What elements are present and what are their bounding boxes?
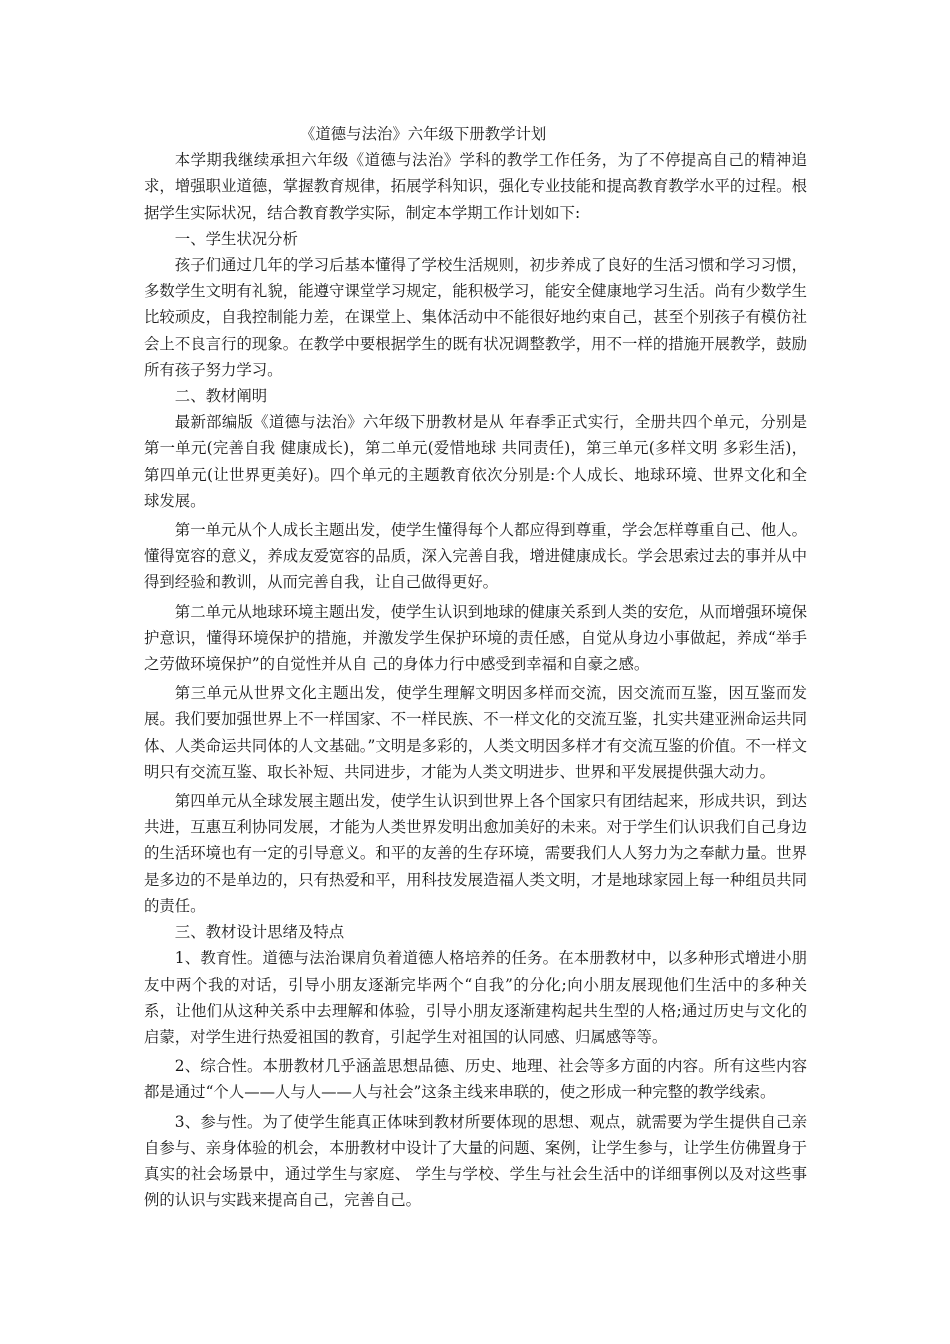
section-heading-textbook-explanation: 二、教材阐明	[174, 387, 268, 406]
document-page	[144, 121, 807, 1213]
student-analysis-paragraph: 孩子们通过几年的学习后基本懂得了学校生活规则，初步养成了良好的生活习惯和学习习惯，多数学生文明有礼貌，能遵守课堂学习规定，能积极学习，能安全健康地学习生活。尚有少数学生比较顽皮，自我控制能力差，在课堂上、集体活动中不能很好地约束自己，甚至个别孩子有模仿社会上不良言行的现象。在教学中要根据学生的既有状况调整教学，用不一样的措施开展教学，鼓励所有孩子努力学习。	[144, 256, 807, 379]
textbook-overview-paragraph: 最新部编版《道德与法治》六年级下册教材是从 年春季正式实行，全册共四个单元，分别是第一单元(完善自我 健康成长)，第二单元(爱惜地球 共同责任)，第三单元(多样文明 多彩生活)，第四单元(让世界更美好)。四个单元的主题教育依次分别是:个人成长、地球环境、世界文化和全球发展。	[144, 413, 807, 510]
section-heading-student-analysis: 一、学生状况分析	[174, 229, 298, 248]
unit-two-paragraph: 第二单元从地球环境主题出发，使学生认识到地球的健康关系到人类的安危，从而增强环境保护意识，懂得环境保护的措施，并激发学生保护环境的责任感，自觉从身边小事做起，养成“举手之劳做环境保护”的自觉性并从自 己的身体力行中感受到幸福和自豪之感。	[144, 602, 807, 674]
feature-participatory-paragraph: 3、参与性。为了使学生能真正体味到教材所要体现的思想、观点，就需要为学生提供自己亲自参与、亲身体验的机会，本册教材中设计了大量的问题、案例，让学生参与，让学生仿佛置身于真实的社会场景中，通过学生与家庭、 学生与学校、学生与社会生活中的详细事例以及对这些事例的认识与实践来提高自己，完善自己。	[144, 1112, 807, 1210]
section-heading-design-features: 三、教材设计思绪及特点	[174, 923, 345, 942]
feature-educational-paragraph: 1、教育性。道德与法治课肩负着道德人格培养的任务。在本册教材中，以多种形式增进小朋友中两个我的对话，引导小朋友逐渐完毕两个“自我”的分化;向小朋友展现他们生活中的多种关系，让他们从这种关系中去理解和体验，引导小朋友逐渐建构起共生型的人格;通过历史与文化的启蒙，对学生进行热爱祖国的教育，引起学生对祖国的认同感、归属感等等。	[144, 949, 807, 1046]
unit-three-paragraph: 第三单元从世界文化主题出发，使学生理解文明因多样而交流，因交流而互鉴，因互鉴而发展。我们要加强世界上不一样国家、不一样民族、不一样文化的交流互鉴，扎实共建亚洲命运共同体、人类命运共同体的人文基础。”文明是多彩的，人类文明因多样才有交流互鉴的价值。不一样文明只有交流互鉴、取长补短、共同进步，才能为人类文明进步、世界和平发展提供强大动力。	[144, 684, 807, 781]
feature-comprehensive-paragraph: 2、综合性。本册教材几乎涵盖思想品德、历史、地理、社会等多方面的内容。所有这些内容都是通过“个人——人与人——人与社会”这条主线来串联的，使之形成一种完整的教学线索。	[144, 1057, 807, 1102]
intro-paragraph: 本学期我继续承担六年级《道德与法治》学科的教学工作任务，为了不停提高自己的精神追求，增强职业道德，掌握教育规律，拓展学科知识，强化专业技能和提高教育教学水平的过程。根据学生实际状况，结合教育教学实际，制定本学期工作计划如下:	[144, 151, 807, 222]
unit-four-paragraph: 第四单元从全球发展主题出发，使学生认识到世界上各个国家只有团结起来，形成共识，到达共进，互惠互利协同发展，才能为人类世界发明出愈加美好的未来。对于学生们认识我们自己身边的生活环境也有一定的引导意义。和平的友善的生存环境，需要我们人人努力为之奉献力量。世界是多边的不是单边的，只有热爱和平，用科技发展造福人类文明，才是地球家园上每一种组员共同的责任。	[144, 792, 807, 915]
document-title: 《道德与法治》六年级下册教学计划	[300, 125, 547, 143]
unit-one-paragraph: 第一单元从个人成长主题出发，使学生懂得每个人都应得到尊重，学会怎样尊重自己、他人。懂得宽容的意义，养成友爱宽容的品质，深入完善自我，增进健康成长。学会思索过去的事并从中得到经验和教训，从而完善自我，让自己做得更好。	[144, 521, 807, 592]
